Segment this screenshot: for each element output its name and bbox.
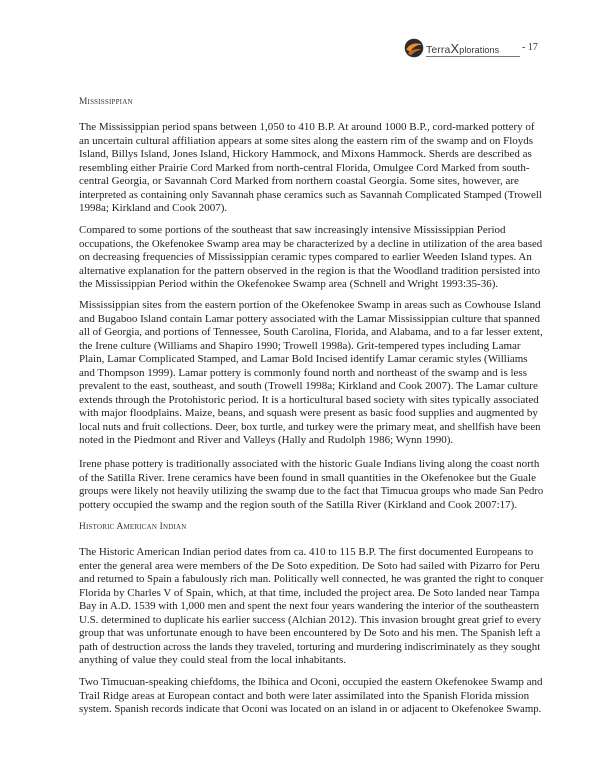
text-line: Florida by Charles V of Spain, which, at that time, included the project area. De Soto landed near Tampa — [79, 586, 540, 599]
paragraph-mississippian-3 — [79, 299, 543, 448]
text-line: group that was unfortunate enough to have been encountered by De Soto and his men. The Spanish left a — [79, 627, 541, 639]
text-line: resembling either Prairie Cord Marked from north-central Florida, Omulgee Cord Marked from south- — [79, 161, 530, 174]
paragraph-mississippian-2 — [79, 224, 543, 292]
terraxplorations-logo-icon — [404, 38, 424, 58]
text-line: and Bugaboo Island contain Lamar pottery associated with the Lamar Mississippian culture that spanned — [79, 312, 540, 325]
text-line: The Mississippian period spans between 1,050 to 410 B.P. At around 1000 B.P., cord-marked pottery of — [79, 121, 535, 133]
text-line: the Mississippian Period within the Okefenokee Swamp area (Schnell and Wright 1993:35-36). — [79, 278, 499, 290]
text-line: Plain, Lamar Complicated Stamped, and Lamar Bold Incised identify Lamar ceramic styles (Williams — [79, 353, 528, 365]
page-number: - 17 — [522, 42, 538, 53]
text-line: Bay in A.D. 1539 with 1,000 men and spent the next four years wandering the interior of the southeastern — [79, 600, 540, 612]
text-line: system. Spanish records indicate that Oconi was located on an island in or adjacent to Okefenokee Swamp. — [79, 703, 542, 715]
text-line: central Georgia, or Savannah Cord Marked from northern coastal Georgia. Some sites, however, are — [79, 175, 519, 187]
text-line: an uncertain cultural affiliation appears at some sites along the eastern rim of the swamp and on Floyds — [79, 134, 534, 147]
text-line: The Historic American Indian period dates from ca. 410 to 115 B.P. The first documented Europeans to — [79, 546, 534, 558]
text-line: Compared to some portions of the southeast that saw increasingly intensive Mississippian Period — [79, 224, 506, 236]
text-line: path of destruction across the lands they traveled, torturing and murdering indiscriminately as they sought — [79, 640, 541, 653]
text-line: all of Georgia, and portions of Tennessee, South Carolina, Florida, and Alabama, and to a far lesser extent, — [79, 326, 543, 338]
section-heading-historic-american-indian: Historic American Indian — [79, 522, 187, 532]
text-line: anything of value they could steal from the local inhabitants. — [79, 654, 346, 666]
text-line: 1998a; Kirkland and Cook 2007). — [79, 202, 228, 214]
text-line: Island, Billys Island, Jones Island, Hickory Hammock, and Mixons Hammock. Sherds are described as — [79, 148, 532, 160]
text-line: groups were likely not heavily utilizing the swamp due to the fact that Timucua groups who made San Pedro — [79, 485, 544, 497]
text-line: U.S. determined to duplicate his earlier success (Alchian 2012). This invasion brought great grief to every — [79, 613, 541, 626]
text-line: on decreasing frequencies of Mississippian ceramic types compared to earlier Weeden Island types. An — [79, 251, 532, 263]
text-line: extends through the Protohistoric period. It is a horticultural based society with sites typically associated — [79, 393, 539, 406]
text-line: Irene phase pottery is traditionally associated with the historic Guale Indians living along the coast north — [79, 458, 540, 470]
text-line: Two Timucuan-speaking chiefdoms, the Ibihica and Oconi, occupied the eastern Okefenokee Swamp and — [79, 676, 543, 688]
text-line: pottery occupied the swamp and the region south of the Satilla River (Kirkland and Cook 2007:17). — [79, 498, 518, 511]
text-line: Mississippian sites from the eastern portion of the Okefenokee Swamp in areas such as Cowhouse Island — [79, 299, 541, 311]
brand-terra: Terra — [426, 44, 451, 56]
brand-rest: plorations — [459, 45, 500, 55]
text-line: with major floodplains. Maize, beans, and squash were present as basic food supplies and augmented by — [79, 407, 538, 419]
text-line: noted in the Piedmont and River and Valleys (Hally and Rudolph 1986; Wynn 1990). — [79, 434, 454, 446]
paragraph-mississippian-1 — [79, 121, 543, 216]
paragraph-historic-1 — [79, 546, 543, 668]
text-line: of the Satilla River. Irene ceramics have been found in small quantities in the Okefenokee but the Guale — [79, 471, 536, 484]
paragraph-mississippian-4 — [79, 458, 543, 512]
text-line: alternative explanation for the pattern observed in the region is that the Woodland tradition persisted into — [79, 264, 541, 277]
text-line: the Irene culture (Williams and Shapiro 1990; Trowell 1998a). Grit-tempered types including Lamar — [79, 339, 521, 352]
text-line: occupations, the Okefenokee Swamp area may be characterized by a decline in utilization of the area based — [79, 237, 543, 250]
text-line: and returned to Spain a fabulously rich man. Politically well connected, he was granted the right to conquer — [79, 573, 544, 585]
text-line: local nuts and fruit collections. Deer, box turtle, and turkey were the primary meat, and shellfish have been — [79, 420, 541, 433]
brand-wordmark — [426, 41, 499, 56]
text-line: and Thompson 1999). Lamar pottery is commonly found north and northeast of the swamp and is less — [79, 366, 527, 379]
text-line: prevalent to the east, southeast, and south (Trowell 1998a; Kirkland and Cook 2007). The Lamar culture — [79, 380, 538, 392]
text-line: interpreted as containing only Savannah phase ceramics such as Savannah Complicated Stamped (Trowell — [79, 188, 542, 201]
text-line: enter the general area were members of the De Soto expedition. De Soto had sailed with Pizarro for Peru — [79, 559, 540, 572]
header-rule — [426, 56, 520, 57]
text-line: Trail Ridge areas at European contact and both were later assimilated into the Spanish Florida mission — [79, 689, 530, 702]
section-heading-mississippian: Mississippian — [79, 97, 133, 107]
brand-x: X — [450, 41, 460, 56]
paragraph-historic-2 — [79, 676, 543, 717]
